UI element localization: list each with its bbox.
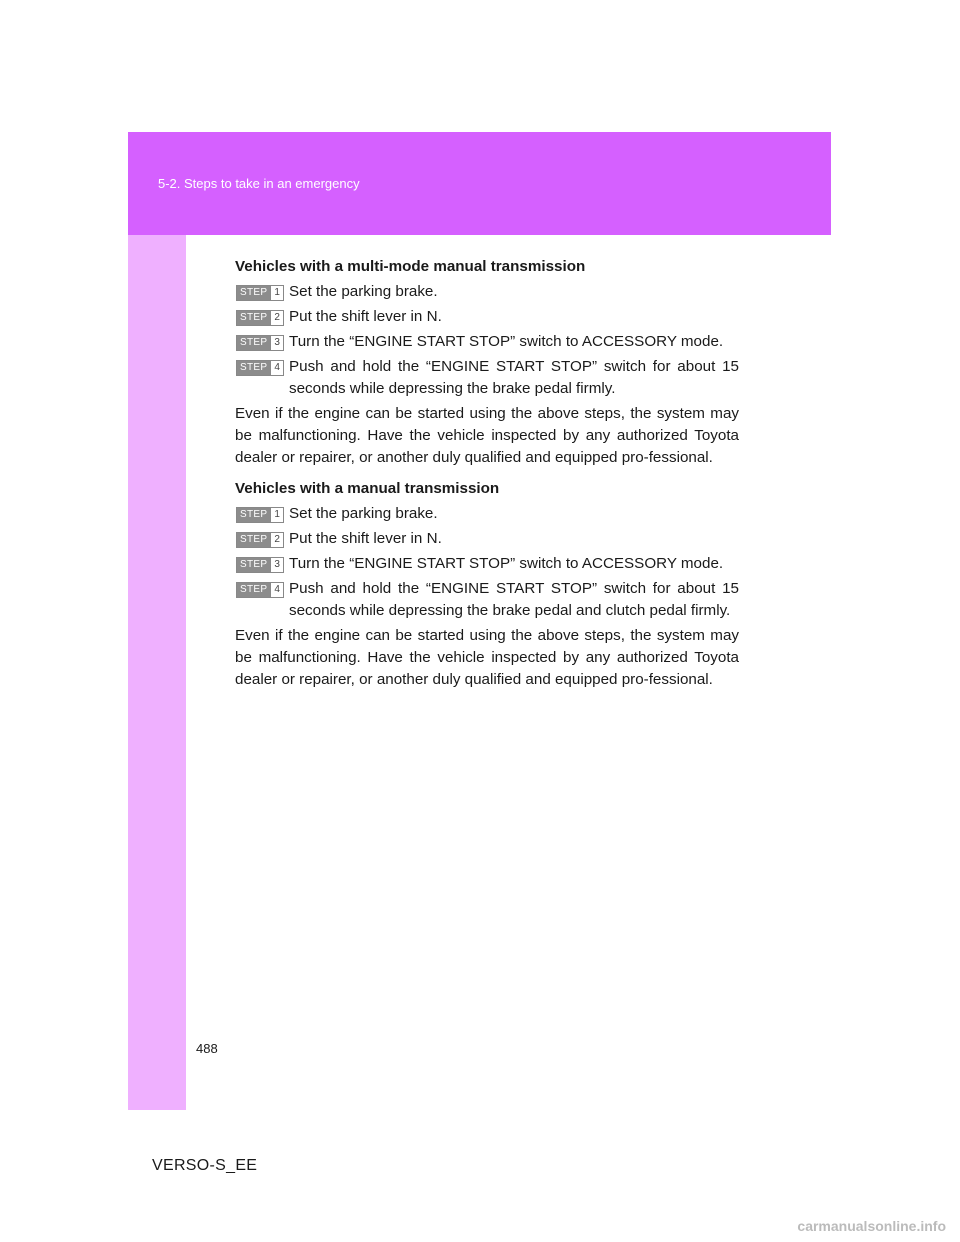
page-number: 488	[196, 1041, 218, 1056]
step-badge: STEP 4	[236, 360, 284, 376]
step-text: Push and hold the “ENGINE START STOP” switch for about 15 seconds while depressing the brake pedal and clutch pedal firmly.	[289, 580, 739, 619]
step-item	[235, 331, 739, 353]
section-heading: Vehicles with a multi-mode manual transmission	[235, 258, 586, 275]
step-badge: STEP 1	[236, 507, 284, 523]
step-item	[235, 281, 739, 303]
section-title: 5-2. Steps to take in an emergency	[158, 176, 360, 191]
step-badge: STEP 4	[236, 582, 284, 598]
step-badge: STEP 3	[236, 557, 284, 573]
note-paragraph: Even if the engine can be started using the above steps, the system may be malfunctioning. Have the vehicle inspected by any authorized Toyota dealer or repairer, or another duly qualified and equipped pro-fessional.	[235, 627, 739, 688]
step-item	[235, 306, 739, 328]
note-paragraph: Even if the engine can be started using the above steps, the system may be malfunctioning. Have the vehicle inspected by any authorized Toyota dealer or repairer, or another duly qualified and equipped pro-fessional.	[235, 405, 739, 466]
sidebar-band	[128, 235, 186, 1110]
header-band	[128, 132, 831, 235]
step-item	[235, 553, 739, 575]
section-multimode	[235, 256, 739, 469]
step-item	[235, 578, 739, 622]
step-item	[235, 356, 739, 400]
step-text: Turn the “ENGINE START STOP” switch to ACCESSORY mode.	[289, 555, 724, 572]
section-manual	[235, 478, 739, 691]
section-heading: Vehicles with a manual transmission	[235, 480, 500, 497]
step-text: Set the parking brake.	[289, 505, 438, 522]
step-badge: STEP 1	[236, 285, 284, 301]
step-text: Set the parking brake.	[289, 283, 438, 300]
step-text: Put the shift lever in N.	[289, 530, 442, 547]
step-badge: STEP 2	[236, 310, 284, 326]
step-badge: STEP 2	[236, 532, 284, 548]
content	[235, 256, 739, 700]
watermark: carmanualsonline.info	[797, 1218, 946, 1234]
step-text: Push and hold the “ENGINE START STOP” switch for about 15 seconds while depressing the brake pedal firmly.	[289, 358, 739, 397]
step-item	[235, 503, 739, 525]
step-text: Turn the “ENGINE START STOP” switch to ACCESSORY mode.	[289, 333, 724, 350]
step-item	[235, 528, 739, 550]
doc-code: VERSO-S_EE	[152, 1157, 258, 1174]
step-badge: STEP 3	[236, 335, 284, 351]
step-text: Put the shift lever in N.	[289, 308, 442, 325]
